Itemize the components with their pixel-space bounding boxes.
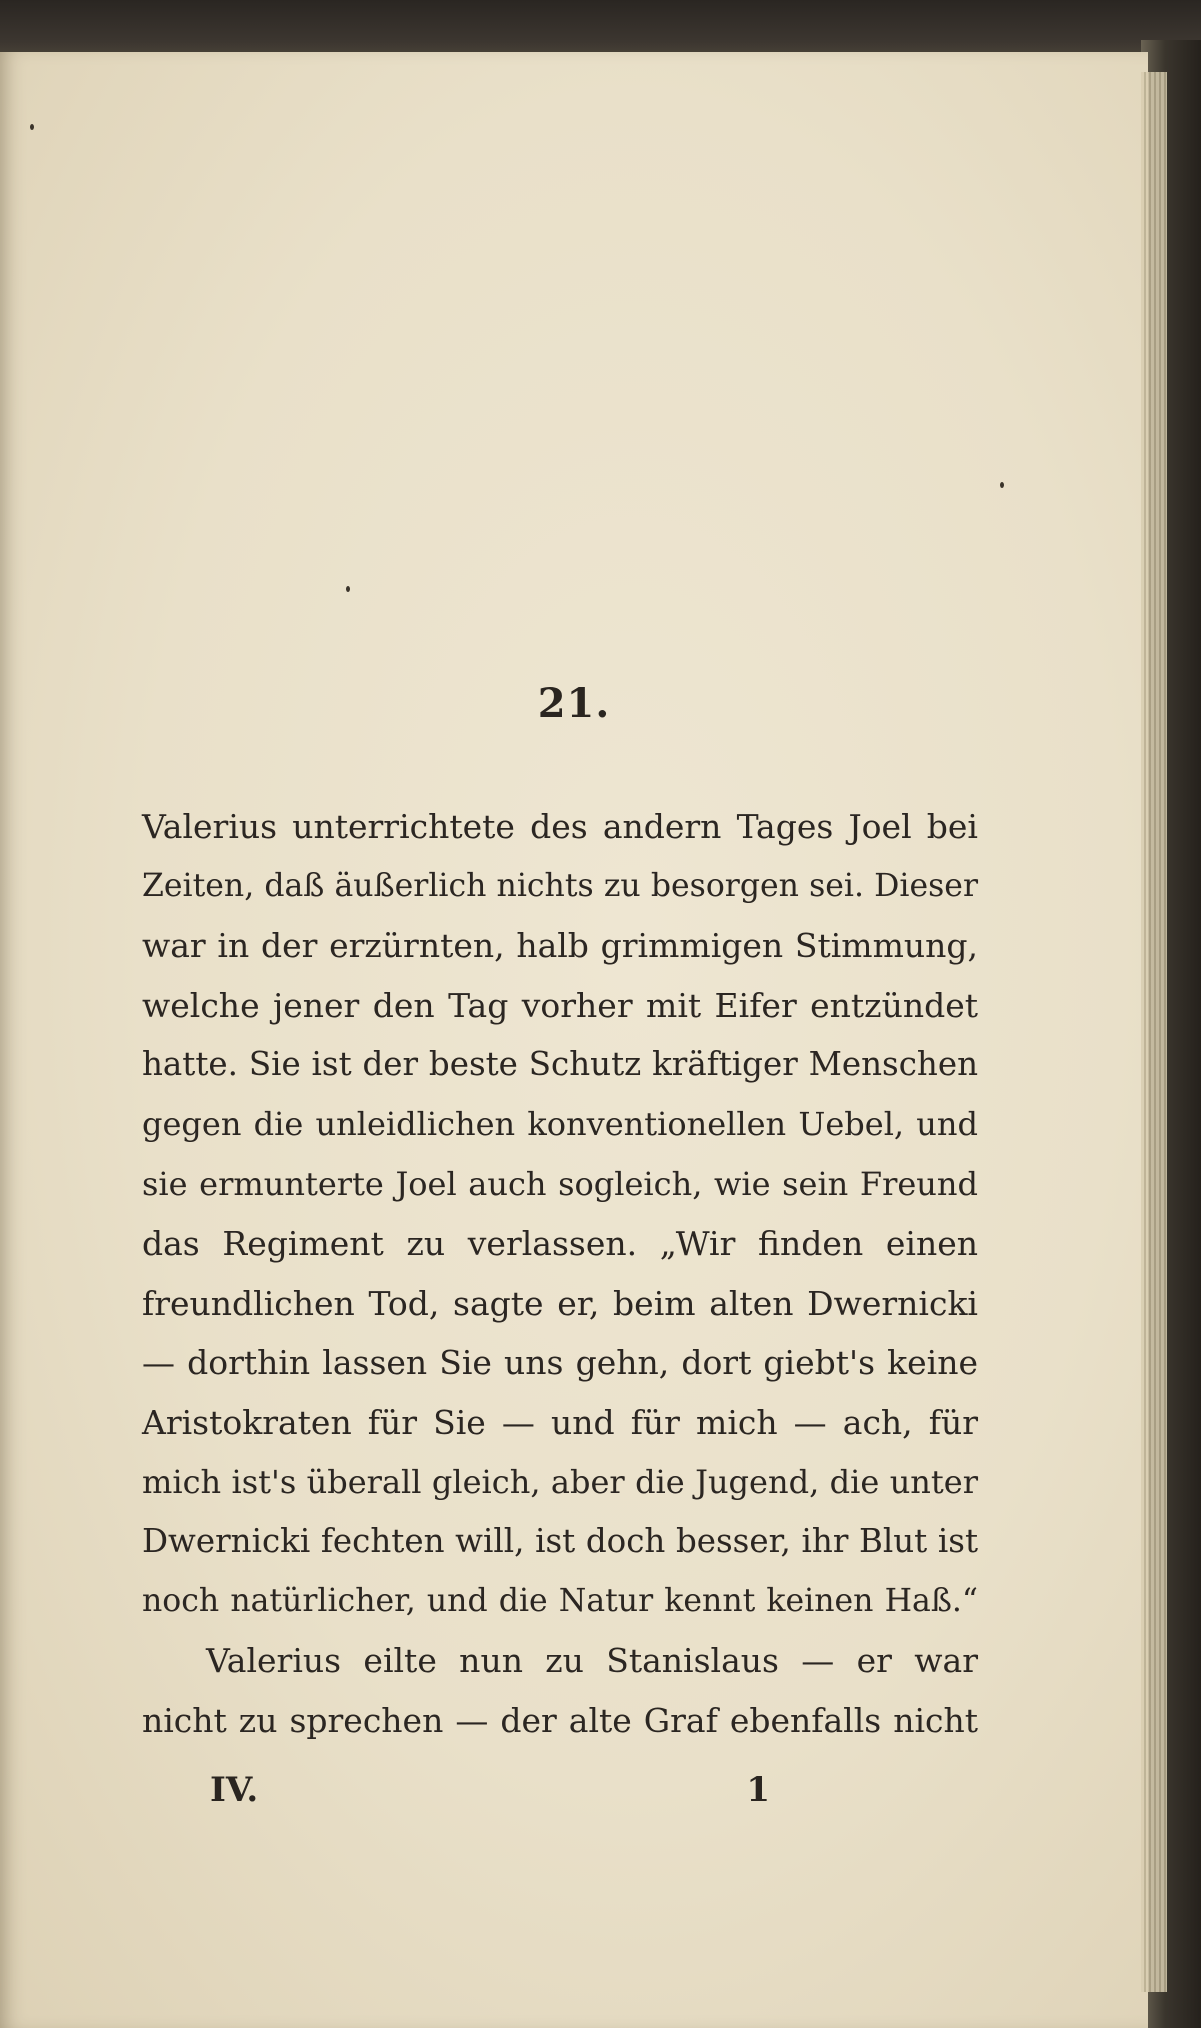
book-page — [0, 52, 1148, 2028]
page-number: 1 — [746, 1770, 770, 1810]
text-line: freundlichen Tod, sagte er, beim alten Dwernicki — [142, 1283, 978, 1323]
text-line: gegen die unleidlichen konventionellen Uebel, und — [142, 1104, 978, 1143]
text-line: war in der erzürnten, halb grimmigen Stimmung, — [142, 926, 978, 966]
text-line: Dwernicki fechten will, ist doch besser, ihr Blut ist — [142, 1522, 978, 1561]
text-line: Zeiten, daß äußerlich nichts zu besorgen sei. Dieser — [142, 867, 978, 904]
text-line: noch natürlicher, und die Natur kennt keinen Haß.“ — [142, 1582, 978, 1619]
chapter-number: 21. — [537, 680, 611, 727]
text-line: Aristokraten für Sie — und für mich — ach, für — [142, 1402, 978, 1442]
signature-mark: IV. — [210, 1770, 259, 1810]
text-line: welche jener den Tag vorher mit Eifer entzündet — [142, 985, 978, 1025]
text-line: mich ist's überall gleich, aber die Jugend, die unter — [142, 1462, 978, 1501]
text-line: Valerius eilte nun zu Stanislaus — er war — [206, 1641, 978, 1681]
ink-speck — [1000, 482, 1004, 488]
text-line: hatte. Sie ist der beste Schutz kräftiger Menschen — [142, 1045, 978, 1084]
text-line: sie ermunterte Joel auch sogleich, wie sein Freund — [142, 1164, 978, 1203]
text-line: nicht zu sprechen — der alte Graf ebenfalls nicht — [142, 1700, 978, 1740]
text-line: — dorthin lassen Sie uns gehn, dort giebt's keine — [142, 1343, 978, 1383]
ink-speck — [346, 586, 350, 592]
ink-speck — [30, 124, 34, 130]
page-stack-edge — [1141, 72, 1167, 1992]
text-line: das Regiment zu verlassen. „Wir finden einen — [142, 1224, 978, 1264]
page-footer — [210, 1770, 770, 1820]
text-line: Valerius unterrichtete des andern Tages Joel bei — [142, 807, 978, 846]
body-text — [142, 797, 978, 1751]
